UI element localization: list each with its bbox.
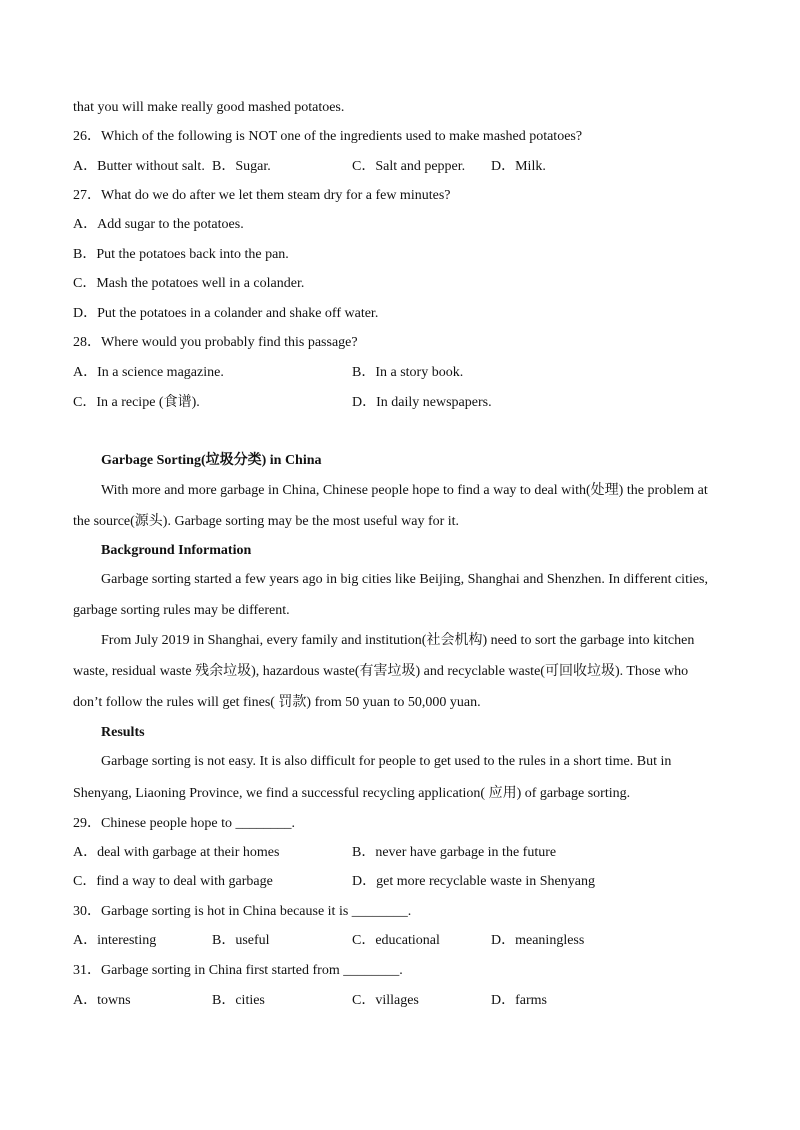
question-29-option-b: B．never have garbage in the future bbox=[352, 845, 557, 860]
question-29-stem: 29．Chinese people hope to ________. bbox=[73, 816, 296, 831]
question-29-option-d: D．get more recyclable waste in Shenyang bbox=[352, 874, 595, 889]
question-30-option-b: B．useful bbox=[212, 933, 270, 948]
question-26-option-d: D．Milk. bbox=[491, 159, 546, 174]
question-28-option-d: D．In daily newspapers. bbox=[352, 395, 492, 410]
question-31-stem: 31．Garbage sorting in China first started from ________. bbox=[73, 963, 403, 978]
paragraph-3-line-1: From July 2019 in Shanghai, every family and institution(社会机构) need to sort the garbage into kitchen bbox=[101, 633, 695, 648]
question-27-option-c: C．Mash the potatoes well in a colander. bbox=[73, 276, 305, 291]
question-28-option-a: A．In a science magazine. bbox=[73, 365, 224, 380]
question-26-stem: 26．Which of the following is NOT one of the ingredients used to make mashed potatoes? bbox=[73, 129, 583, 144]
heading-background-information: Background Information bbox=[101, 543, 252, 558]
question-30-option-a: A．interesting bbox=[73, 933, 157, 948]
question-31-option-a: A．towns bbox=[73, 993, 131, 1008]
question-28-option-c: C．In a recipe (食谱). bbox=[73, 395, 200, 410]
question-26-option-a: A．Butter without salt. bbox=[73, 159, 205, 174]
question-29-option-a: A．deal with garbage at their homes bbox=[73, 845, 280, 860]
question-29-option-c: C．find a way to deal with garbage bbox=[73, 874, 273, 889]
paragraph-4-line-2: Shenyang, Liaoning Province, we find a successful recycling application( 应用) of garbage sorting. bbox=[73, 786, 631, 801]
paragraph-2-line-1: Garbage sorting started a few years ago in big cities like Beijing, Shanghai and Shenzhen. In different cities, bbox=[101, 572, 709, 587]
paragraph-3-line-3: don’t follow the rules will get fines( 罚款) from 50 yuan to 50,000 yuan. bbox=[73, 695, 481, 710]
question-27-option-d: D．Put the potatoes in a colander and shake off water. bbox=[73, 306, 379, 321]
question-28-option-b: B．In a story book. bbox=[352, 365, 464, 380]
carry-over-line: that you will make really good mashed potatoes. bbox=[73, 100, 345, 115]
paragraph-1-line-1: With more and more garbage in China, Chinese people hope to find a way to deal with(处理) the problem at bbox=[101, 483, 708, 498]
question-31-option-b: B．cities bbox=[212, 993, 265, 1008]
paragraph-2-line-2: garbage sorting rules may be different. bbox=[73, 603, 290, 618]
paragraph-3-line-2: waste, residual waste 残余垃圾), hazardous waste(有害垃圾) and recyclable waste(可回收垃圾). Those who bbox=[73, 664, 689, 679]
passage-title: Garbage Sorting(垃圾分类) in China bbox=[101, 453, 322, 468]
question-27-option-b: B．Put the potatoes back into the pan. bbox=[73, 247, 289, 262]
paragraph-4-line-1: Garbage sorting is not easy. It is also difficult for people to get used to the rules in a short time. But in bbox=[101, 754, 672, 769]
question-31-option-c: C．villages bbox=[352, 993, 419, 1008]
question-27-stem: 27．What do we do after we let them steam dry for a few minutes? bbox=[73, 188, 451, 203]
question-28-stem: 28．Where would you probably find this passage? bbox=[73, 335, 358, 350]
question-26-option-b: B．Sugar. bbox=[212, 159, 271, 174]
question-30-stem: 30．Garbage sorting is hot in China because it is ________. bbox=[73, 904, 412, 919]
question-30-option-d: D．meaningless bbox=[491, 933, 585, 948]
paragraph-1-line-2: the source(源头). Garbage sorting may be the most useful way for it. bbox=[73, 514, 460, 529]
question-31-option-d: D．farms bbox=[491, 993, 547, 1008]
question-26-option-c: C．Salt and pepper. bbox=[352, 159, 466, 174]
question-27-option-a: A．Add sugar to the potatoes. bbox=[73, 217, 244, 232]
question-30-option-c: C．educational bbox=[352, 933, 440, 948]
heading-results: Results bbox=[101, 725, 145, 740]
